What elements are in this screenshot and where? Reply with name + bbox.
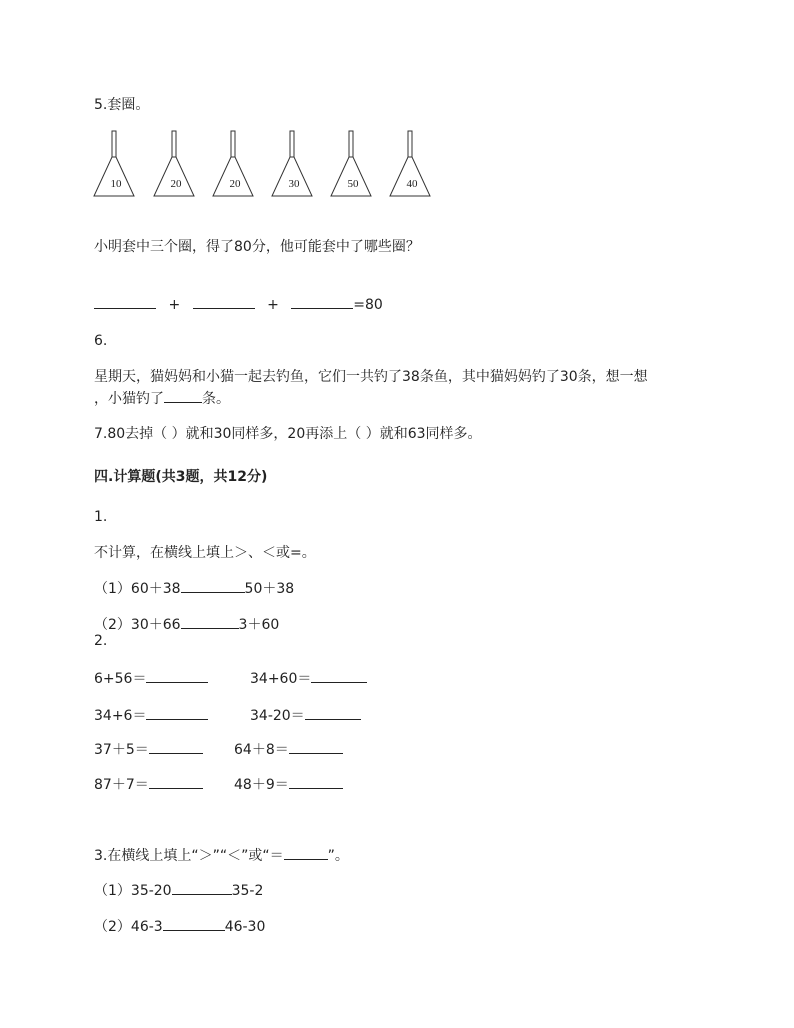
calc1-item1 — [94, 578, 294, 598]
equation: 34+60＝ — [250, 671, 312, 687]
equation: 34-20＝ — [250, 708, 305, 724]
calc2-number: 2. — [94, 633, 108, 649]
equation: 34+6＝ — [94, 708, 147, 724]
answer-blank[interactable] — [181, 578, 245, 593]
expr-left: （1）60＋38 — [94, 581, 181, 597]
calc3-title-suffix: ”。 — [327, 848, 349, 864]
expr-left: （2）30＋66 — [94, 617, 181, 633]
answer-blank[interactable] — [163, 916, 225, 931]
answer-blank[interactable] — [164, 388, 202, 403]
calc3-title-prefix: 3.在横线上填上“＞”“＜”或“＝ — [94, 848, 284, 864]
expr-right: 50＋38 — [244, 581, 295, 597]
equation: 37＋5＝ — [94, 742, 149, 758]
calc2-row-3-right — [234, 739, 343, 759]
calc1-item2 — [94, 614, 279, 634]
ring-score: 20 — [170, 178, 182, 190]
q6-number: 6. — [94, 333, 108, 349]
q6-line1: 星期天，猫妈妈和小猫一起去钓鱼，它们一共钓了38条鱼，其中猫妈妈钓了30条，想一想 — [94, 369, 648, 385]
calc3-item1 — [94, 880, 263, 900]
ring-score: 50 — [347, 178, 359, 190]
q7-text: 7.80去掉（ ）就和30同样多，20再添上（ ）就和63同样多。 — [94, 426, 482, 442]
ring-score: 30 — [288, 178, 300, 190]
expr-right: 46-30 — [224, 919, 266, 935]
answer-blank[interactable] — [94, 294, 156, 309]
plus-sign: + — [267, 297, 279, 313]
calc2-row-1-left — [94, 668, 208, 688]
answer-blank[interactable] — [149, 739, 203, 754]
ring-score: 10 — [110, 178, 122, 190]
calc1-number: 1. — [94, 509, 108, 525]
answer-blank[interactable] — [289, 739, 343, 754]
expr-left: （2）46-3 — [94, 919, 163, 935]
answer-blank[interactable] — [193, 294, 255, 309]
answer-blank[interactable] — [289, 774, 343, 789]
ring-cone — [209, 130, 261, 200]
equals-80: =80 — [353, 297, 383, 313]
answer-blank[interactable] — [181, 614, 239, 629]
ring-cone — [268, 130, 320, 200]
calc2-row-2-left — [94, 705, 208, 725]
answer-blank[interactable] — [291, 294, 353, 309]
calc2-row-3-left — [94, 739, 203, 759]
q5-question: 小明套中三个圈，得了80分，他可能套中了哪些圈？ — [94, 239, 420, 255]
answer-blank[interactable] — [284, 845, 328, 860]
answer-blank[interactable] — [146, 668, 208, 683]
ring-cone — [150, 130, 202, 200]
expr-right: 3＋60 — [238, 617, 280, 633]
answer-blank[interactable] — [149, 774, 203, 789]
equation: 87＋7＝ — [94, 777, 149, 793]
ring-score: 20 — [229, 178, 241, 190]
calc3-item2 — [94, 916, 265, 936]
answer-blank[interactable] — [172, 880, 232, 895]
calc1-instruction: 不计算，在横线上填上＞、＜或=。 — [94, 545, 316, 561]
section4-heading: 四.计算题(共3题，共12分) — [94, 469, 268, 485]
calc2-row-4-right — [234, 774, 343, 794]
calc2-row-4-left — [94, 774, 203, 794]
expr-left: （1）35-20 — [94, 883, 172, 899]
q5-title: 5.套圈。 — [94, 97, 150, 113]
q6-line2-suffix: 条。 — [202, 391, 230, 407]
answer-blank[interactable] — [146, 705, 208, 720]
expr-right: 35-2 — [231, 883, 264, 899]
ring-score: 40 — [406, 178, 418, 190]
calc3-title — [94, 845, 349, 865]
equation: 64＋8＝ — [234, 742, 289, 758]
answer-blank[interactable] — [311, 668, 367, 683]
calc2-row-1-right — [250, 668, 367, 688]
answer-blank[interactable] — [305, 705, 361, 720]
plus-sign: + — [168, 297, 181, 313]
calc2-row-2-right — [250, 705, 361, 725]
ring-cone — [90, 130, 142, 200]
ring-cone — [327, 130, 379, 200]
equation: 6+56＝ — [94, 671, 147, 687]
q5-answer-line — [94, 294, 383, 313]
equation: 48＋9＝ — [234, 777, 289, 793]
q6-line2-prefix: ，小猫钓了 — [94, 391, 164, 407]
q6-line2 — [94, 388, 230, 408]
ring-cone — [386, 130, 438, 200]
